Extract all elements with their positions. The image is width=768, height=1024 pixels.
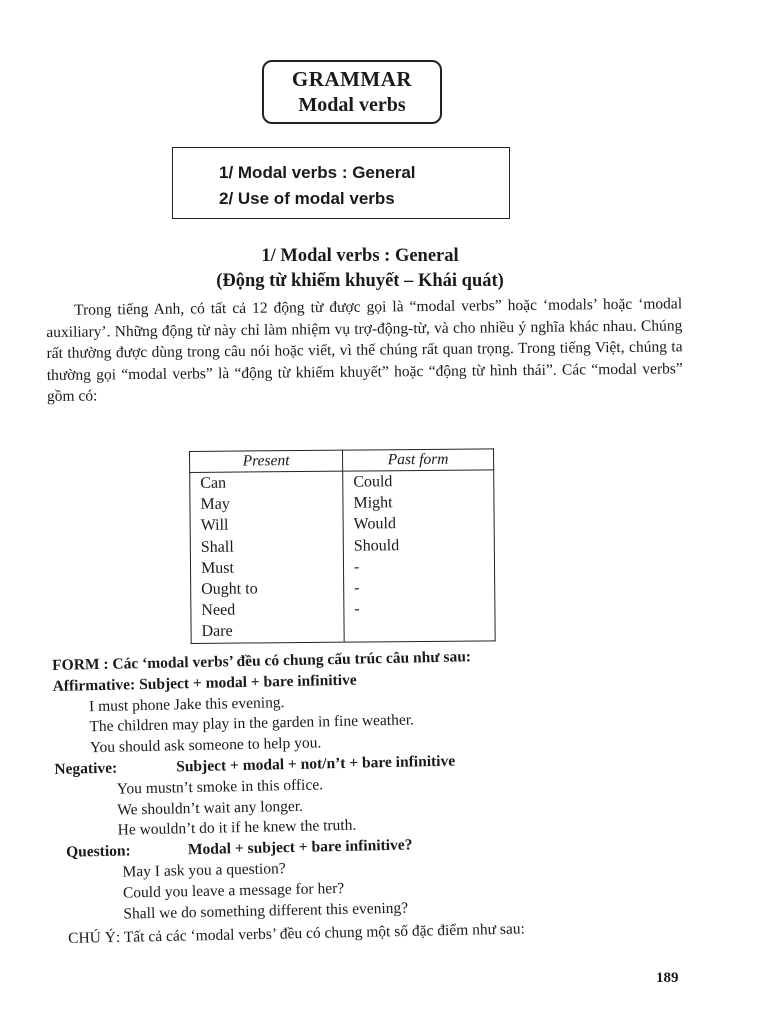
example-sentence: We shouldn’t wait any longer.: [117, 797, 304, 819]
page-number: 189: [656, 970, 679, 986]
present-column: [190, 471, 344, 643]
table-cell: Might: [353, 494, 393, 512]
example-sentence: He wouldn’t do it if he knew the truth.: [117, 817, 357, 840]
question-pattern: Modal + subject + bare infinitive?: [187, 836, 413, 859]
intro-paragraph: Trong tiếng Anh, có tất cả 12 động từ được gọi là “modal verbs” hoặc ‘modals’ hoặc ‘modal auxiliary’. Những động từ này chỉ làm nhiệm vụ trợ-động-từ, và cho nhiều ý nghĩa khác nhau. Chúng rất thường được dùng trong câu nói hoặc viết, vì thế chúng rất quan trọng. Trong tiếng Việt, chúng ta thường gọi “modal verbs” là “động từ khiếm khuyết” hoặc “động từ hình thái”. Các “modal verbs” gồm có:: [46, 295, 683, 405]
example-sentence: Shall we do something different this evening?: [123, 899, 409, 923]
form-section: [52, 643, 698, 927]
table-cell: Could: [353, 473, 393, 491]
chapter-title: GRAMMAR: [291, 67, 413, 91]
past-column: [343, 470, 495, 642]
affirmative-pattern: Subject + modal + bare infinitive: [138, 671, 357, 693]
question-label: Question:: [65, 842, 131, 861]
example-sentence: Could you leave a message for her?: [122, 879, 345, 902]
contents-item-2: 2/ Use of modal verbs: [219, 189, 395, 208]
example-sentence: I must phone Jake this evening.: [88, 693, 285, 715]
table-cell: Would: [353, 515, 396, 533]
table-cell: Dare: [201, 622, 233, 641]
chapter-title-box: [262, 60, 442, 124]
example-sentence: You should ask someone to help you.: [89, 734, 322, 757]
example-sentence: You mustn’t smoke in this office.: [116, 776, 324, 798]
negative-label: Negative:: [54, 759, 118, 778]
table-cell: Can: [200, 474, 227, 492]
section-title: 1/ Modal verbs : General: [261, 246, 459, 266]
example-sentence: The children may play in the garden in fine weather.: [89, 711, 415, 736]
example-sentence: May I ask you a question?: [122, 860, 286, 881]
section-subtitle: (Động từ khiếm khuyết – Khái quát): [216, 271, 504, 291]
form-intro: FORM : Các ‘modal verbs’ đều có chung cấu trúc câu như sau:: [52, 648, 472, 674]
chapter-subtitle: Modal verbs: [298, 94, 406, 116]
table-cell: -: [353, 558, 360, 576]
table-cell: Need: [201, 601, 236, 620]
table-cell: Must: [200, 559, 235, 577]
section-heading: [100, 244, 620, 294]
table-header-past: Past form: [342, 449, 493, 471]
table-cell: Ought to: [201, 580, 258, 598]
table-cell: Should: [353, 536, 400, 555]
note-line: CHÚ Ý: Tất cả các ‘modal verbs’ đều có chung một số đặc điểm như sau:: [68, 920, 526, 947]
table-cell: May: [200, 495, 230, 514]
contents-item-1: 1/ Modal verbs : General: [219, 163, 416, 182]
table-cell: Shall: [200, 538, 234, 556]
table-header-present: Present: [190, 450, 343, 472]
table-cell: [354, 619, 494, 641]
negative-pattern: Subject + modal + not/n’t + bare infinitive: [176, 752, 456, 776]
table-cell: -: [354, 579, 360, 597]
contents-box: [172, 147, 510, 219]
table-cell: Will: [200, 517, 229, 535]
table-cell: -: [354, 600, 360, 618]
affirmative-label: Affirmative:: [52, 676, 136, 695]
modal-verbs-table: [189, 448, 496, 643]
